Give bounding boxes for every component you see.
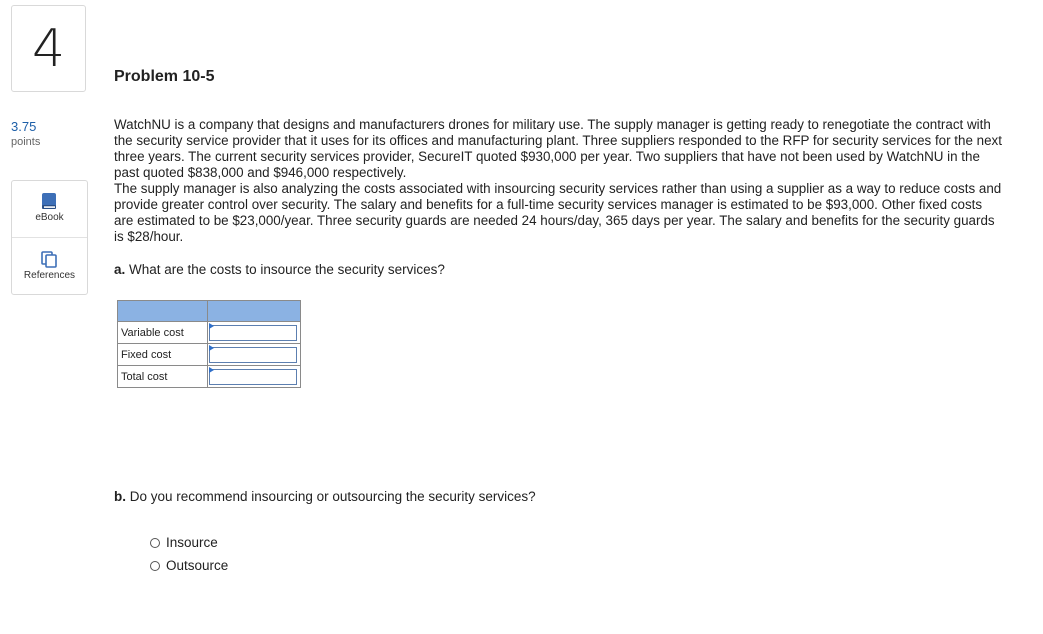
part-a-question (114, 262, 445, 277)
outsource-label: Outsource (166, 558, 229, 573)
table-row-variable-cost (118, 322, 301, 344)
part-a-label: a. (114, 262, 126, 277)
fixed-cost-label: Fixed cost (118, 344, 208, 366)
references-button[interactable] (12, 238, 87, 295)
points-value: 3.75 (11, 119, 37, 134)
insource-radio[interactable] (150, 538, 160, 548)
input-marker-icon (209, 323, 214, 329)
outsource-option[interactable] (150, 558, 228, 573)
fixed-cost-cell (208, 344, 301, 366)
question-number: 4 (11, 5, 86, 92)
points-label: points (11, 136, 41, 148)
table-header-cell-value (208, 301, 301, 322)
part-b-label: b. (114, 489, 126, 504)
book-icon (40, 192, 58, 210)
insource-option[interactable] (150, 535, 218, 550)
variable-cost-cell (208, 322, 301, 344)
input-marker-icon (209, 345, 214, 351)
part-b-text: Do you recommend insourcing or outsourcing the security services? (126, 489, 536, 504)
variable-cost-label: Variable cost (118, 322, 208, 344)
problem-paragraph-2: The supply manager is also analyzing the costs associated with insourcing security services rather than using a supplier as a way to reduce costs and provide greater control over security. The salary and benefits for a full-time security services manager is estimated to be $93,000. Other fixed costs are estimated to be $23,000/year. Three security guards are needed 24 hours/day, 365 days per year. The salary and benefits for the security guards is $28/hour. (114, 181, 1002, 244)
problem-title: Problem 10-5 (114, 68, 215, 85)
outsource-radio[interactable] (150, 561, 160, 571)
insource-label: Insource (166, 535, 218, 550)
table-row-fixed-cost (118, 344, 301, 366)
table-row-total-cost (118, 366, 301, 388)
total-cost-label: Total cost (118, 366, 208, 388)
copy-pages-icon (40, 250, 58, 268)
table-header-row (118, 301, 301, 322)
ebook-button[interactable] (12, 181, 87, 238)
input-marker-icon (209, 367, 214, 373)
table-header-cell-label (118, 301, 208, 322)
total-cost-cell (208, 366, 301, 388)
part-a-text: What are the costs to insource the security services? (125, 262, 445, 277)
tools-panel (11, 180, 88, 295)
references-label: References (23, 270, 76, 281)
variable-cost-input[interactable] (209, 325, 297, 341)
cost-table (117, 300, 301, 388)
total-cost-input[interactable] (209, 369, 297, 385)
part-b-question (114, 489, 536, 504)
problem-paragraph-1: WatchNU is a company that designs and manufacturers drones for military use. The supply manager is getting ready to renegotiate the contract with the security service provider that it uses for its offices and manufacturing plant. Three suppliers responded to the RFP for security services for the next three years. The current security services provider, SecureIT quoted $930,000 per year. Two suppliers that have not been used by WatchNU in the past quoted $838,000 and $946,000 respectively. (114, 117, 1002, 180)
fixed-cost-input[interactable] (209, 347, 297, 363)
ebook-label: eBook (35, 212, 64, 223)
